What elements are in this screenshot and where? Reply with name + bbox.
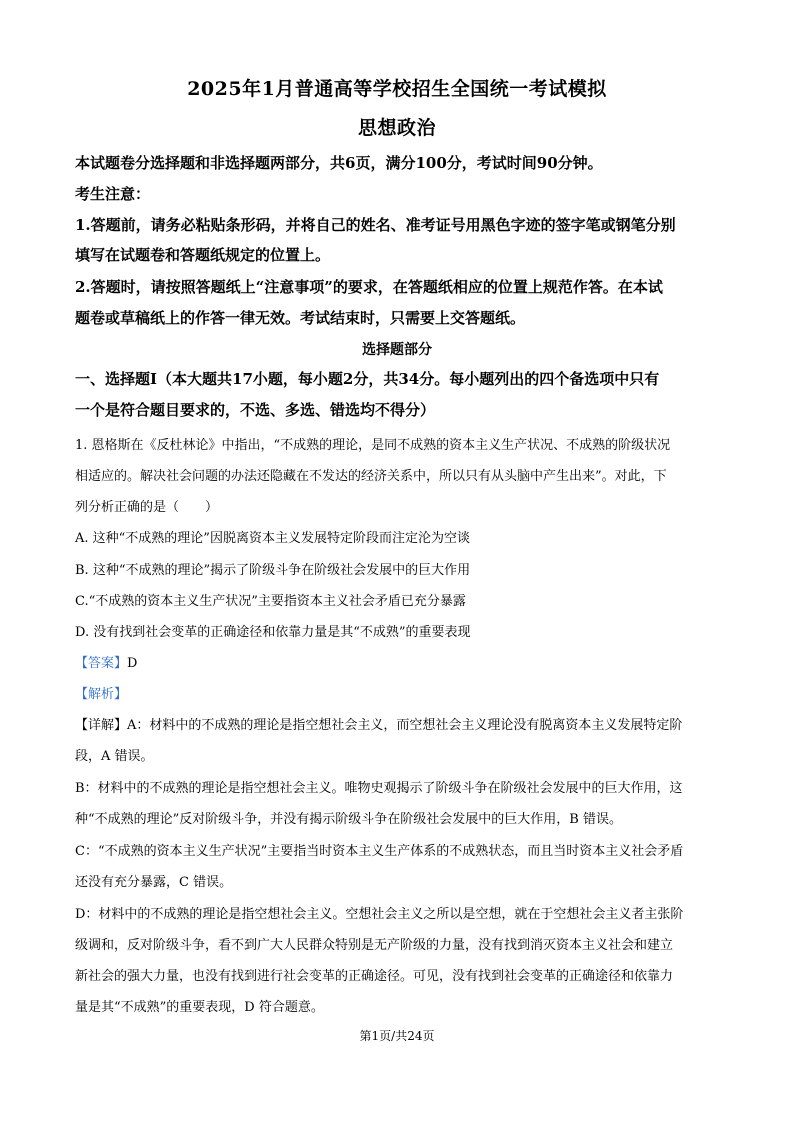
section-heading-line-2: 一个是符合题目要求的，不选、多选、错选均不得分） [75,401,436,419]
option-a: A. 这种“不成熟的理论”因脱离资本主义发展特定阶段而注定沦为空谈 [75,531,470,546]
instruction-2-line-1: 2.答题时，请按照答题纸上“注意事项”的要求，在答题纸相应的位置上规范作答。在本试 [75,278,663,296]
detail-a-text: A：材料中的不成熟的理论是指空想社会主义，而空想社会主义理论没有脱离资本主义发展特定阶 [127,718,683,733]
detail-a-line-1 [75,714,725,733]
detail-c-line-1: C：“不成熟的资本主义生产状况”主要指当时资本主义生产体系的不成熟状态，而且当时资本主义社会矛盾 [75,844,684,859]
instruction-1-line-1: 1.答题前，请务必粘贴条形码，并将自己的姓名、准考证号用黑色字迹的签字笔或钢笔分别 [75,216,676,234]
answer-tag: 【答案】 [75,656,128,671]
detail-a-line-2: 段，A 错误。 [75,749,154,764]
analysis-line [75,683,725,702]
instruction-1-line-2: 填写在试题卷和答题纸规定的位置上。 [75,246,331,264]
section-title: 选择题部分 [362,342,432,358]
question-1-stem-line-2: 相适应的。解决社会问题的办法还隐藏在不发达的经济关系中，所以只有从头脑中产生出来”。对此，下 [75,469,667,484]
detail-c-line-2: 还没有充分暴露，C 错误。 [75,875,233,890]
detail-b-line-1: B：材料中的不成熟的理论是指空想社会主义。唯物史观揭示了阶级斗争在阶级社会发展中的巨大作用，这 [75,781,683,796]
exam-intro: 本试题卷分选择题和非选择题两部分，共6页，满分100分，考试时间90分钟。 [75,154,603,172]
answer-value: D [127,656,138,671]
section-heading-line-1: 一、选择题Ⅰ（本大题共17小题，每小题2分，共34分。每小题列出的四个备选项中只有 [75,370,660,388]
option-d: D. 没有找到社会变革的正确途径和依靠力量是其“不成熟”的重要表现 [75,625,471,640]
subject-title: 思想政治 [357,117,436,139]
detail-d-line-4: 量是其“不成熟”的重要表现，D 符合题意。 [75,1000,324,1015]
notice-label: 考生注意： [75,185,151,203]
detail-d-line-3: 新社会的强大力量，也没有找到进行社会变革的正确途径。可见，没有找到社会变革的正确途径和依靠力 [75,969,674,984]
option-c: C.“不成熟的资本主义生产状况”主要指资本主义社会矛盾已充分暴露 [75,594,466,609]
detail-tag: 【详解】 [75,718,128,733]
detail-d-line-2: 级调和，反对阶级斗争，看不到广大人民群众特别是无产阶级的力量，没有找到消灭资本主义社会和建立 [75,938,674,953]
option-b: B. 这种“不成熟的理论”揭示了阶级斗争在阶级社会发展中的巨大作用 [75,563,471,578]
page-footer: 第1页/共24页 [359,1029,435,1043]
question-1-stem-line-1: 1. 恩格斯在《反杜林论》中指出，“不成熟的理论，是同不成熟的资本主义生产状况、不成熟的阶级状况 [75,438,671,453]
detail-b-line-2: 种“不成熟的理论”反对阶级斗争，并没有揭示阶级斗争在阶级社会发展中的巨大作用，B 错误。 [75,812,622,827]
question-1-stem-line-3: 列分析正确的是（ ） [75,500,219,515]
analysis-tag: 【解析】 [75,687,128,702]
detail-d-line-1: D：材料中的不成熟的理论是指空想社会主义。空想社会主义之所以是空想，就在于空想社会主义者主张阶 [75,907,684,922]
answer-line [75,652,725,671]
instruction-2-line-2: 题卷或草稿纸上的作答一律无效。考试结束时，只需要上交答题纸。 [75,309,526,327]
exam-title: 2025年1月普通高等学校招生全国统一考试模拟 [187,78,607,100]
